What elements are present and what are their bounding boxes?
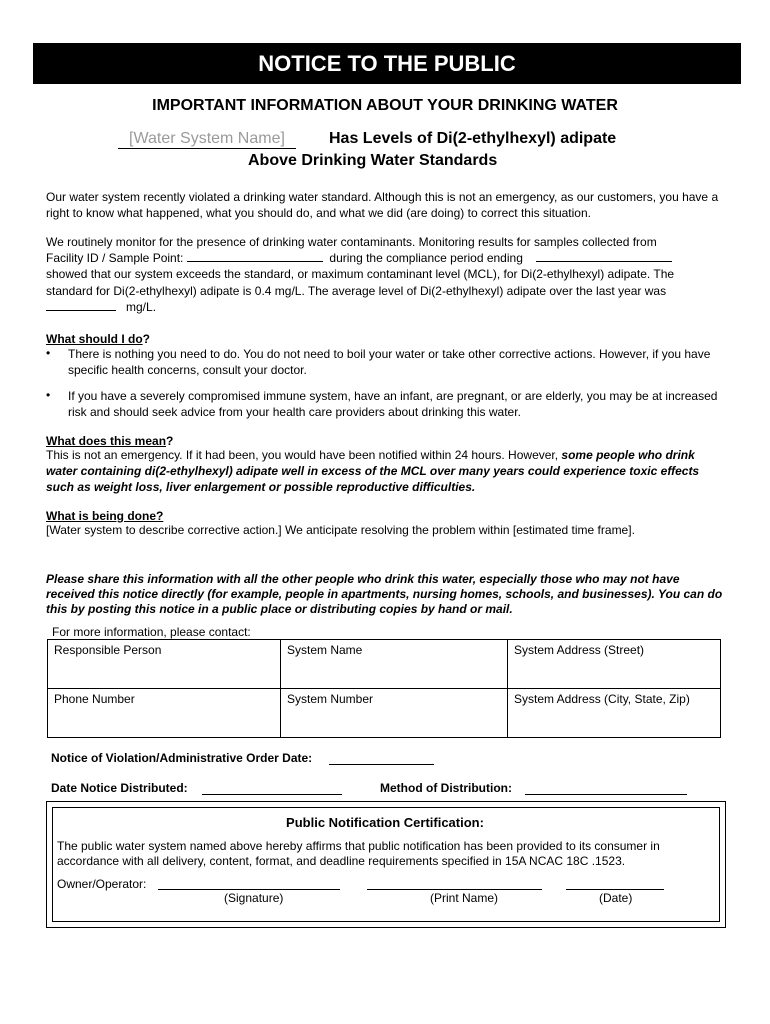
contact-intro: For more information, please contact: xyxy=(52,625,251,639)
date-caption: (Date) xyxy=(599,891,633,905)
date-distributed-blank xyxy=(202,794,342,795)
certification-title: Public Notification Certification: xyxy=(286,815,484,830)
print-name-line xyxy=(367,889,542,890)
contact-cell: System Number xyxy=(281,689,508,738)
intro-paragraph: Our water system recently violated a drinking water standard. Although this is not an emergency, as our customers, you have a right to know what happened, what you should do, and what we did (are doing) to correct this situation. xyxy=(46,190,719,220)
signature-line xyxy=(158,889,340,890)
level-blank xyxy=(46,310,116,311)
contaminant-title: Has Levels of Di(2-ethylhexyl) adipate xyxy=(329,130,617,147)
share-paragraph: Please share this information with all the other people who drink this water, especially those who may not have received this notice directly (for example, people in apartments, nursing homes, schools, and businesses). You can do this by posting this notice in a public place or distributing copies by hand or mail. xyxy=(46,572,723,616)
what-done-text: [Water system to describe corrective action.] We anticipate resolving the problem within [estimated time frame]. xyxy=(46,523,635,537)
monitoring-line-1: We routinely monitor for the presence of drinking water contaminants. Monitoring results for samples collected from xyxy=(46,235,657,249)
contact-cell: System Address (City, State, Zip) xyxy=(508,689,721,738)
monitoring-line-2 xyxy=(46,250,726,266)
violation-date-label: Notice of Violation/Administrative Order Date: xyxy=(51,751,313,765)
monitoring-line-4: standard for Di(2-ethylhexyl) adipate is 0.4 mg/L. The average level of Di(2-ethylhexyl) adipate over the last year was xyxy=(46,284,667,298)
violation-date-blank xyxy=(329,764,434,765)
date-distributed-label: Date Notice Distributed: xyxy=(51,781,188,795)
water-system-name-field: [Water System Name] xyxy=(118,130,296,149)
monitoring-line-3: showed that our system exceeds the standard, or maximum contaminant level (MCL), for Di(2-ethylhexyl) adipate. The xyxy=(46,267,675,281)
what-should-heading: What should I do? xyxy=(46,332,150,346)
what-means-paragraph: This is not an emergency. If it had been, you would have been notified within 24 hours. However, some people who drink water containing di(2-ethylhexyl) adipate well in excess of the MCL over many years could experience toxic effects such as weight loss, liver enlargement or possible reproductive difficulties. xyxy=(46,448,700,494)
print-name-caption: (Print Name) xyxy=(430,891,499,905)
date-line xyxy=(566,889,664,890)
unit-label: mg/L. xyxy=(126,300,157,314)
what-done-heading: What is being done? xyxy=(46,509,164,523)
facility-blank xyxy=(187,261,323,262)
contact-cell: Responsible Person xyxy=(48,640,281,689)
contact-cell: System Address (Street) xyxy=(508,640,721,689)
method-label: Method of Distribution: xyxy=(380,781,512,795)
contact-cell: System Name xyxy=(281,640,508,689)
contact-cell: Phone Number xyxy=(48,689,281,738)
bullet-icon: • xyxy=(46,388,51,402)
document-subtitle: IMPORTANT INFORMATION ABOUT YOUR DRINKING WATER xyxy=(152,97,618,114)
method-blank xyxy=(525,794,687,795)
bullet-icon: • xyxy=(46,346,51,360)
period-blank xyxy=(536,261,672,262)
owner-operator-label: Owner/Operator: xyxy=(57,877,147,891)
bullet-text-1: There is nothing you need to do. You do not need to boil your water or take other corrective actions. However, if you have specific health concerns, consult your doctor. xyxy=(68,347,711,377)
certification-text: The public water system named above hereby affirms that public notification has been provided to its consumer in accordance with all delivery, content, format, and deadline requirements specified in 15A NCAC 18C .1523. xyxy=(57,839,660,868)
standards-title: Above Drinking Water Standards xyxy=(248,152,498,169)
contact-table xyxy=(47,639,721,738)
monitoring-line-5 xyxy=(46,299,726,315)
bullet-text-2: If you have a severely compromised immune system, have an infant, are pregnant, or are elderly, you may be at increased risk and should seek advice from your health care providers about drinking this water. xyxy=(68,389,718,419)
period-text: during the compliance period ending xyxy=(329,251,523,265)
facility-label: Facility ID / Sample Point: xyxy=(46,251,184,265)
signature-caption: (Signature) xyxy=(224,891,284,905)
what-means-heading: What does this mean? xyxy=(46,434,174,448)
notice-banner: NOTICE TO THE PUBLIC xyxy=(33,43,741,84)
